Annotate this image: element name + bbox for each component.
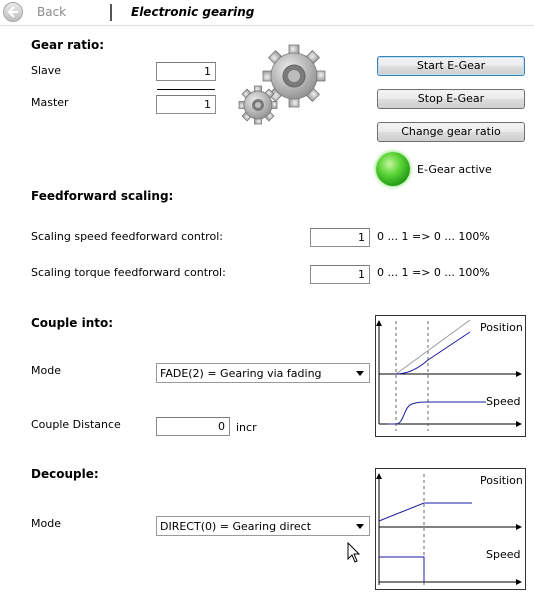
position-curve: [396, 332, 470, 374]
feedforward-heading: Feedforward scaling:: [31, 189, 174, 203]
couple-mode-value: FADE(2) = Gearing via fading: [160, 367, 322, 380]
position-curve: [379, 503, 472, 521]
couple-mode-select[interactable]: [156, 363, 370, 383]
master-input[interactable]: 1: [156, 95, 216, 114]
start-egear-button[interactable]: Start E-Gear: [377, 56, 525, 76]
decouple-mode-value: DIRECT(0) = Gearing direct: [160, 520, 312, 533]
page-title: Electronic gearing: [131, 5, 255, 19]
gear-ratio-heading: Gear ratio:: [31, 38, 105, 52]
reference-position-line: [396, 320, 470, 374]
toolbar: [0, 0, 534, 26]
couple-distance-label: Couple Distance: [31, 418, 121, 431]
speed-ff-range: 0 ... 1 => 0 ... 100%: [377, 230, 490, 243]
couple-graph-speed-label: Speed: [486, 395, 521, 408]
decouple-mode-select[interactable]: [156, 516, 370, 536]
decouple-graph-position-label: Position: [480, 474, 523, 487]
egear-active-led-icon: [376, 152, 410, 186]
stop-egear-button[interactable]: Stop E-Gear: [377, 89, 525, 109]
gears-icon: [236, 40, 336, 130]
slave-label: Slave: [31, 64, 62, 77]
ratio-fraction-line: [157, 89, 215, 90]
slave-input[interactable]: 1: [156, 62, 216, 81]
speed-ff-input[interactable]: 1: [310, 228, 370, 247]
back-button[interactable]: [3, 2, 23, 22]
arrow-left-icon: [7, 6, 19, 18]
couple-heading: Couple into:: [31, 316, 114, 330]
change-gear-ratio-button[interactable]: Change gear ratio: [377, 122, 525, 142]
mouse-cursor-icon: [347, 542, 361, 564]
decouple-mode-label: Mode: [31, 517, 61, 530]
egear-active-label: E-Gear active: [417, 163, 492, 176]
speed-ff-label: Scaling speed feedforward control:: [31, 230, 223, 243]
master-label: Master: [31, 96, 69, 109]
couple-graph-position-label: Position: [480, 321, 523, 334]
torque-ff-range: 0 ... 1 => 0 ... 100%: [377, 266, 490, 279]
couple-graph-drawing: [376, 316, 525, 436]
couple-distance-input[interactable]: 0: [156, 417, 230, 436]
torque-ff-input[interactable]: 1: [310, 265, 370, 284]
couple-graph: [375, 315, 526, 437]
toolbar-separator: [110, 4, 112, 21]
couple-mode-label: Mode: [31, 364, 61, 377]
speed-curve: [379, 557, 424, 582]
decouple-graph: [375, 468, 526, 590]
speed-curve: [388, 402, 486, 424]
back-label[interactable]: Back: [37, 5, 67, 19]
chevron-down-icon: [356, 371, 364, 376]
torque-ff-label: Scaling torque feedforward control:: [31, 266, 226, 279]
decouple-heading: Decouple:: [31, 467, 99, 481]
decouple-graph-drawing: [376, 469, 525, 589]
decouple-graph-speed-label: Speed: [486, 548, 521, 561]
couple-distance-unit: incr: [236, 421, 257, 434]
chevron-down-icon: [356, 524, 364, 529]
